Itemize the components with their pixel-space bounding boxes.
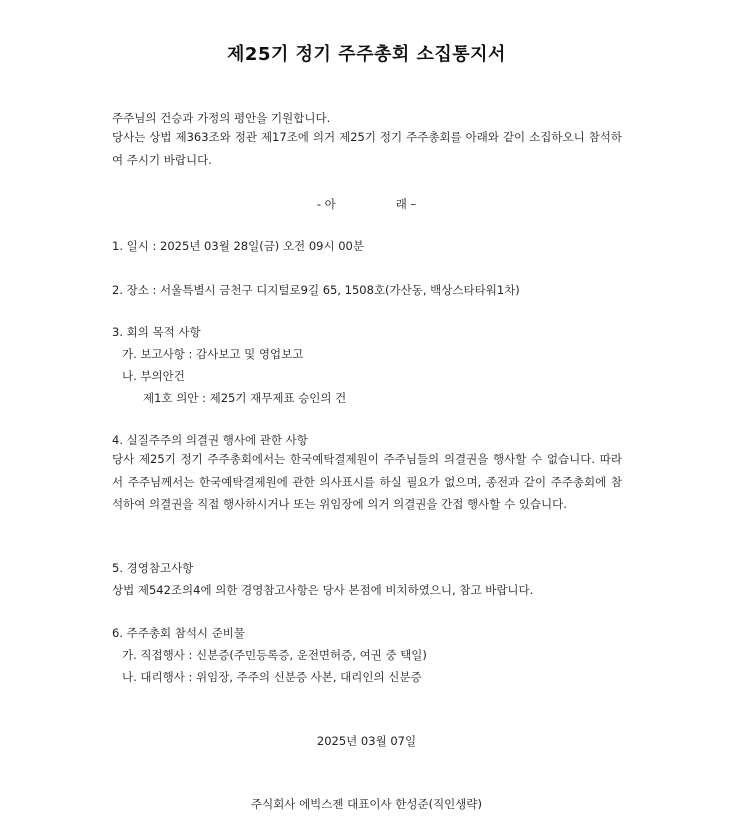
preparation-direct: 가. 직접행사 : 신분증(주민등록증, 운전면허증, 여권 중 택일) [122,648,427,662]
company-signature: 주식회사 에빅스젠 대표이사 한성준(직인생략) [250,797,482,811]
notice-mark-left: - 아 [316,197,336,211]
preparation-proxy: 나. 대리행사 : 위임장, 주주의 신분증 사본, 대리인의 신분증 [122,670,422,684]
reference-paragraph: 상법 제542조의4에 의한 경영참고사항은 당사 본점에 비치하였으니, 참고 바랍니다. [112,583,534,597]
datetime-item: 1. 일시 : 2025년 03월 28일(금) 오전 09시 00분 [112,239,364,253]
voting-paragraph: 당사 제25기 정기 주주총회에서는 한국예탁결제원이 주주님들의 의결권을 행사할 수 없습니다. 따라서 주주님께서는 한국예탁결제원에 관한 의사표시를 하실 필요가 없으며, 종전과 같이 주주총회에 참석하여 의결권을 직접 행사하시거나 또는 위임장에 의거 의결권을 간접 행사할 수 있습니다. [112,452,622,511]
greeting-text: 주주님의 건승과 가정의 평안을 기원합니다. [112,111,331,125]
agenda-heading: 3. 회의 목적 사항 [112,325,201,339]
notice-mark-right: 래 – [395,197,417,211]
document-title: 제25기 정기 주주총회 소집통지서 [227,44,506,65]
place-item: 2. 장소 : 서울특별시 금천구 디지털로9길 65, 1508호(가산동, 백상스타타워1차) [112,283,520,297]
agenda-report: 가. 보고사항 : 감사보고 및 영업보고 [122,347,304,361]
notice-mark [0,196,733,212]
reference-heading: 5. 경영참고사항 [112,561,194,575]
agenda-item-1: 제1호 의안 : 제25기 재무제표 승인의 건 [143,391,347,405]
preparation-heading: 6. 주주총회 참석시 준비물 [112,626,246,640]
agenda-resolution: 나. 부의안건 [122,369,185,383]
notice-date: 2025년 03월 07일 [316,734,417,748]
intro-paragraph: 당사는 상법 제363조와 정관 제17조에 의거 제25기 정기 주주총회를 아래와 같이 소집하오니 참석하여 주시기 바랍니다. [112,130,622,167]
voting-heading: 4. 실질주주의 의결권 행사에 관한 사항 [112,433,308,447]
